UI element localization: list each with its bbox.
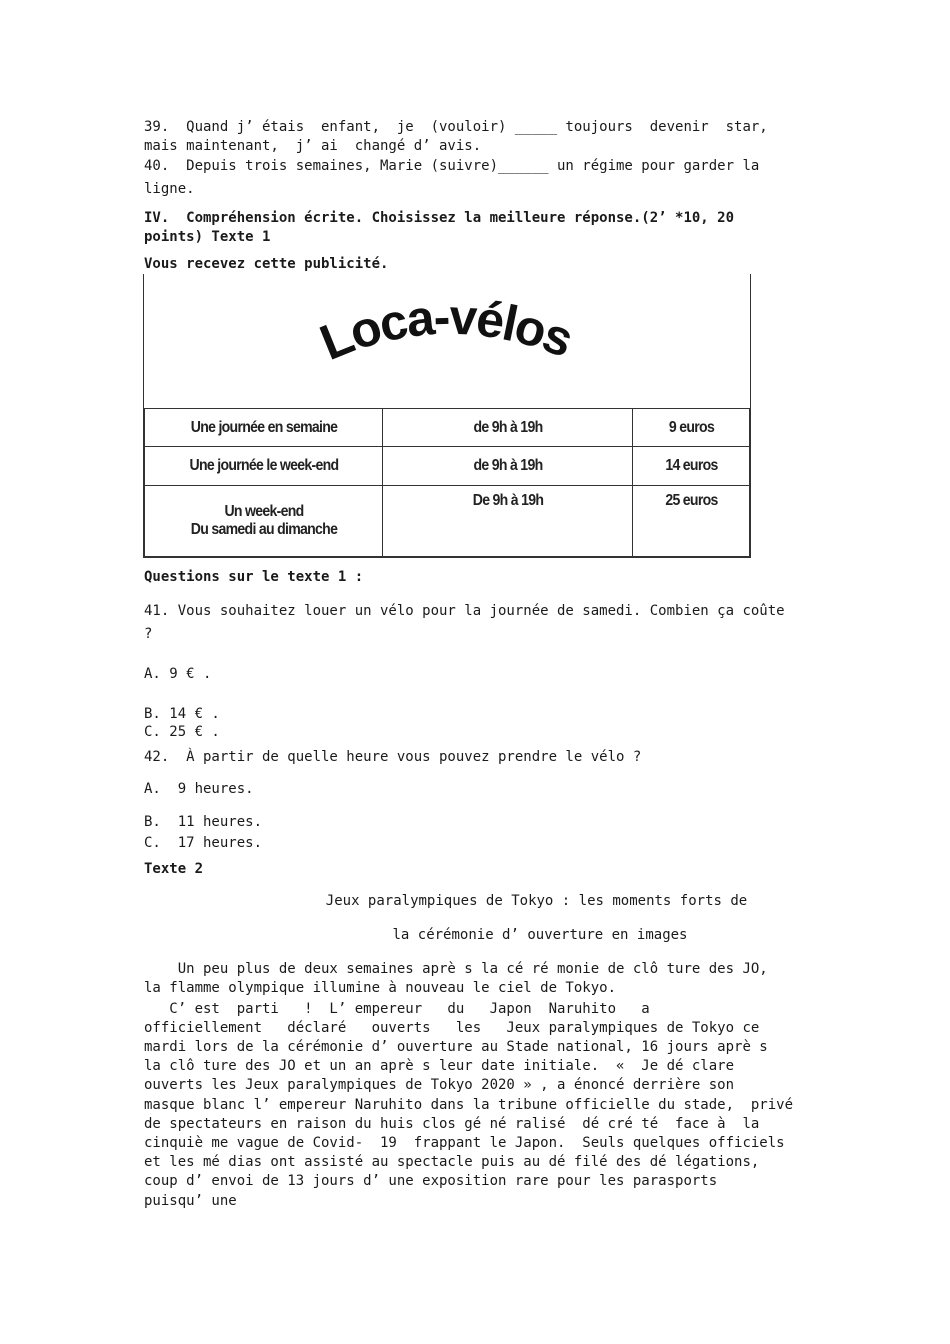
advert-intro: Vous recevez cette publicité.: [144, 256, 389, 272]
rental-price: 14 euros: [640, 447, 743, 485]
question-41-option-a: A. 9 € .: [144, 666, 212, 682]
question-41-line-1: 41. Vous souhaitez louer un vélo pour la journée de samedi. Combien ça coûte: [144, 603, 785, 619]
article-line: ouverts les Jeux paralympiques de Tokyo 2020 » , a énoncé derrière son: [144, 1077, 735, 1093]
question-40-line-1: 40. Depuis trois semaines, Marie (suivre)______ un régime pour garder la: [144, 158, 760, 174]
article-line: officiellement déclaré ouverts les Jeux paralympiques de Tokyo ce: [144, 1020, 760, 1036]
logo-text: Loca-vélos: [312, 288, 579, 371]
article-line: de spectateurs en raison du huis clos gé né ralisé dé cré té face à la: [144, 1116, 760, 1132]
table-row: [145, 447, 750, 485]
rental-option: Une journée le week-end: [159, 447, 368, 485]
question-41-option-b: B. 14 € .: [144, 706, 220, 722]
article-paragraph-1-line-1: Un peu plus de deux semaines aprè s la cé ré monie de clô ture des JO,: [144, 961, 768, 977]
question-42-option-b: B. 11 heures.: [144, 814, 263, 830]
section-heading-line-2: points) Texte 1: [144, 229, 271, 245]
loca-velos-logo: [144, 274, 749, 409]
question-42-option-c: C. 17 heures.: [144, 835, 263, 851]
rental-option: Une journée en semaine: [159, 409, 368, 447]
article-line: cinquiè me vague de Covid- 19 frappant le Japon. Seuls quelques officiels: [144, 1135, 785, 1151]
section-heading-line-1: IV. Compréhension écrite. Choisissez la meilleure réponse.(2’ *10, 20: [144, 210, 735, 226]
article-line: la clô ture des JO et un an aprè s leur date initiale. « Je dé clare: [144, 1058, 735, 1074]
advert-logo: [144, 274, 750, 409]
article-title-line-2: la cérémonie d’ ouverture en images: [392, 927, 688, 943]
text-2-label: Texte 2: [144, 861, 204, 877]
questions-title: Questions sur le texte 1 :: [144, 569, 364, 585]
table-row: [145, 409, 750, 447]
rental-option: Un week-end Du samedi au dimanche: [159, 485, 368, 556]
question-41-option-c: C. 25 € .: [144, 724, 220, 740]
question-39-line-1: 39. Quand j’ étais enfant, je (vouloir) _____ toujours devenir star,: [144, 119, 768, 135]
rental-hours: De 9h à 19h: [398, 485, 618, 556]
article-line: mardi lors de la cérémonie d’ ouverture au Stade national, 16 jours aprè s: [144, 1039, 768, 1055]
article-line: et les mé dias ont assisté au spectacle puis au dé filé des dé légations,: [144, 1154, 760, 1170]
article-paragraph-1-line-2: la flamme olympique illumine à nouveau le ciel de Tokyo.: [144, 980, 617, 996]
question-39-line-2: mais maintenant, j’ ai changé d’ avis.: [144, 138, 482, 154]
price-table: [144, 408, 750, 557]
question-42-option-a: A. 9 heures.: [144, 781, 254, 797]
rental-price: 9 euros: [640, 409, 743, 447]
question-40-line-2: ligne.: [144, 181, 195, 197]
rental-hours: de 9h à 19h: [398, 409, 618, 447]
loca-velos-advert: [143, 274, 751, 558]
question-42: 42. À partir de quelle heure vous pouvez prendre le vélo ?: [144, 749, 642, 765]
article-line: coup d’ envoi de 13 jours d’ une exposition rare pour les parasports: [144, 1173, 718, 1189]
article-line: puisqu’ une: [144, 1193, 237, 1209]
article-line: C’ est parti ! L’ empereur du Japon Naruhito a: [144, 1001, 650, 1017]
article-title-line-1: Jeux paralympiques de Tokyo : les moments forts de: [325, 893, 748, 909]
table-row: [145, 485, 750, 556]
article-line: masque blanc l’ empereur Naruhito dans la tribune officielle du stade, privé: [144, 1097, 794, 1113]
rental-hours: de 9h à 19h: [398, 447, 618, 485]
rental-price: 25 euros: [640, 485, 743, 556]
question-41-line-2: ?: [144, 626, 153, 642]
